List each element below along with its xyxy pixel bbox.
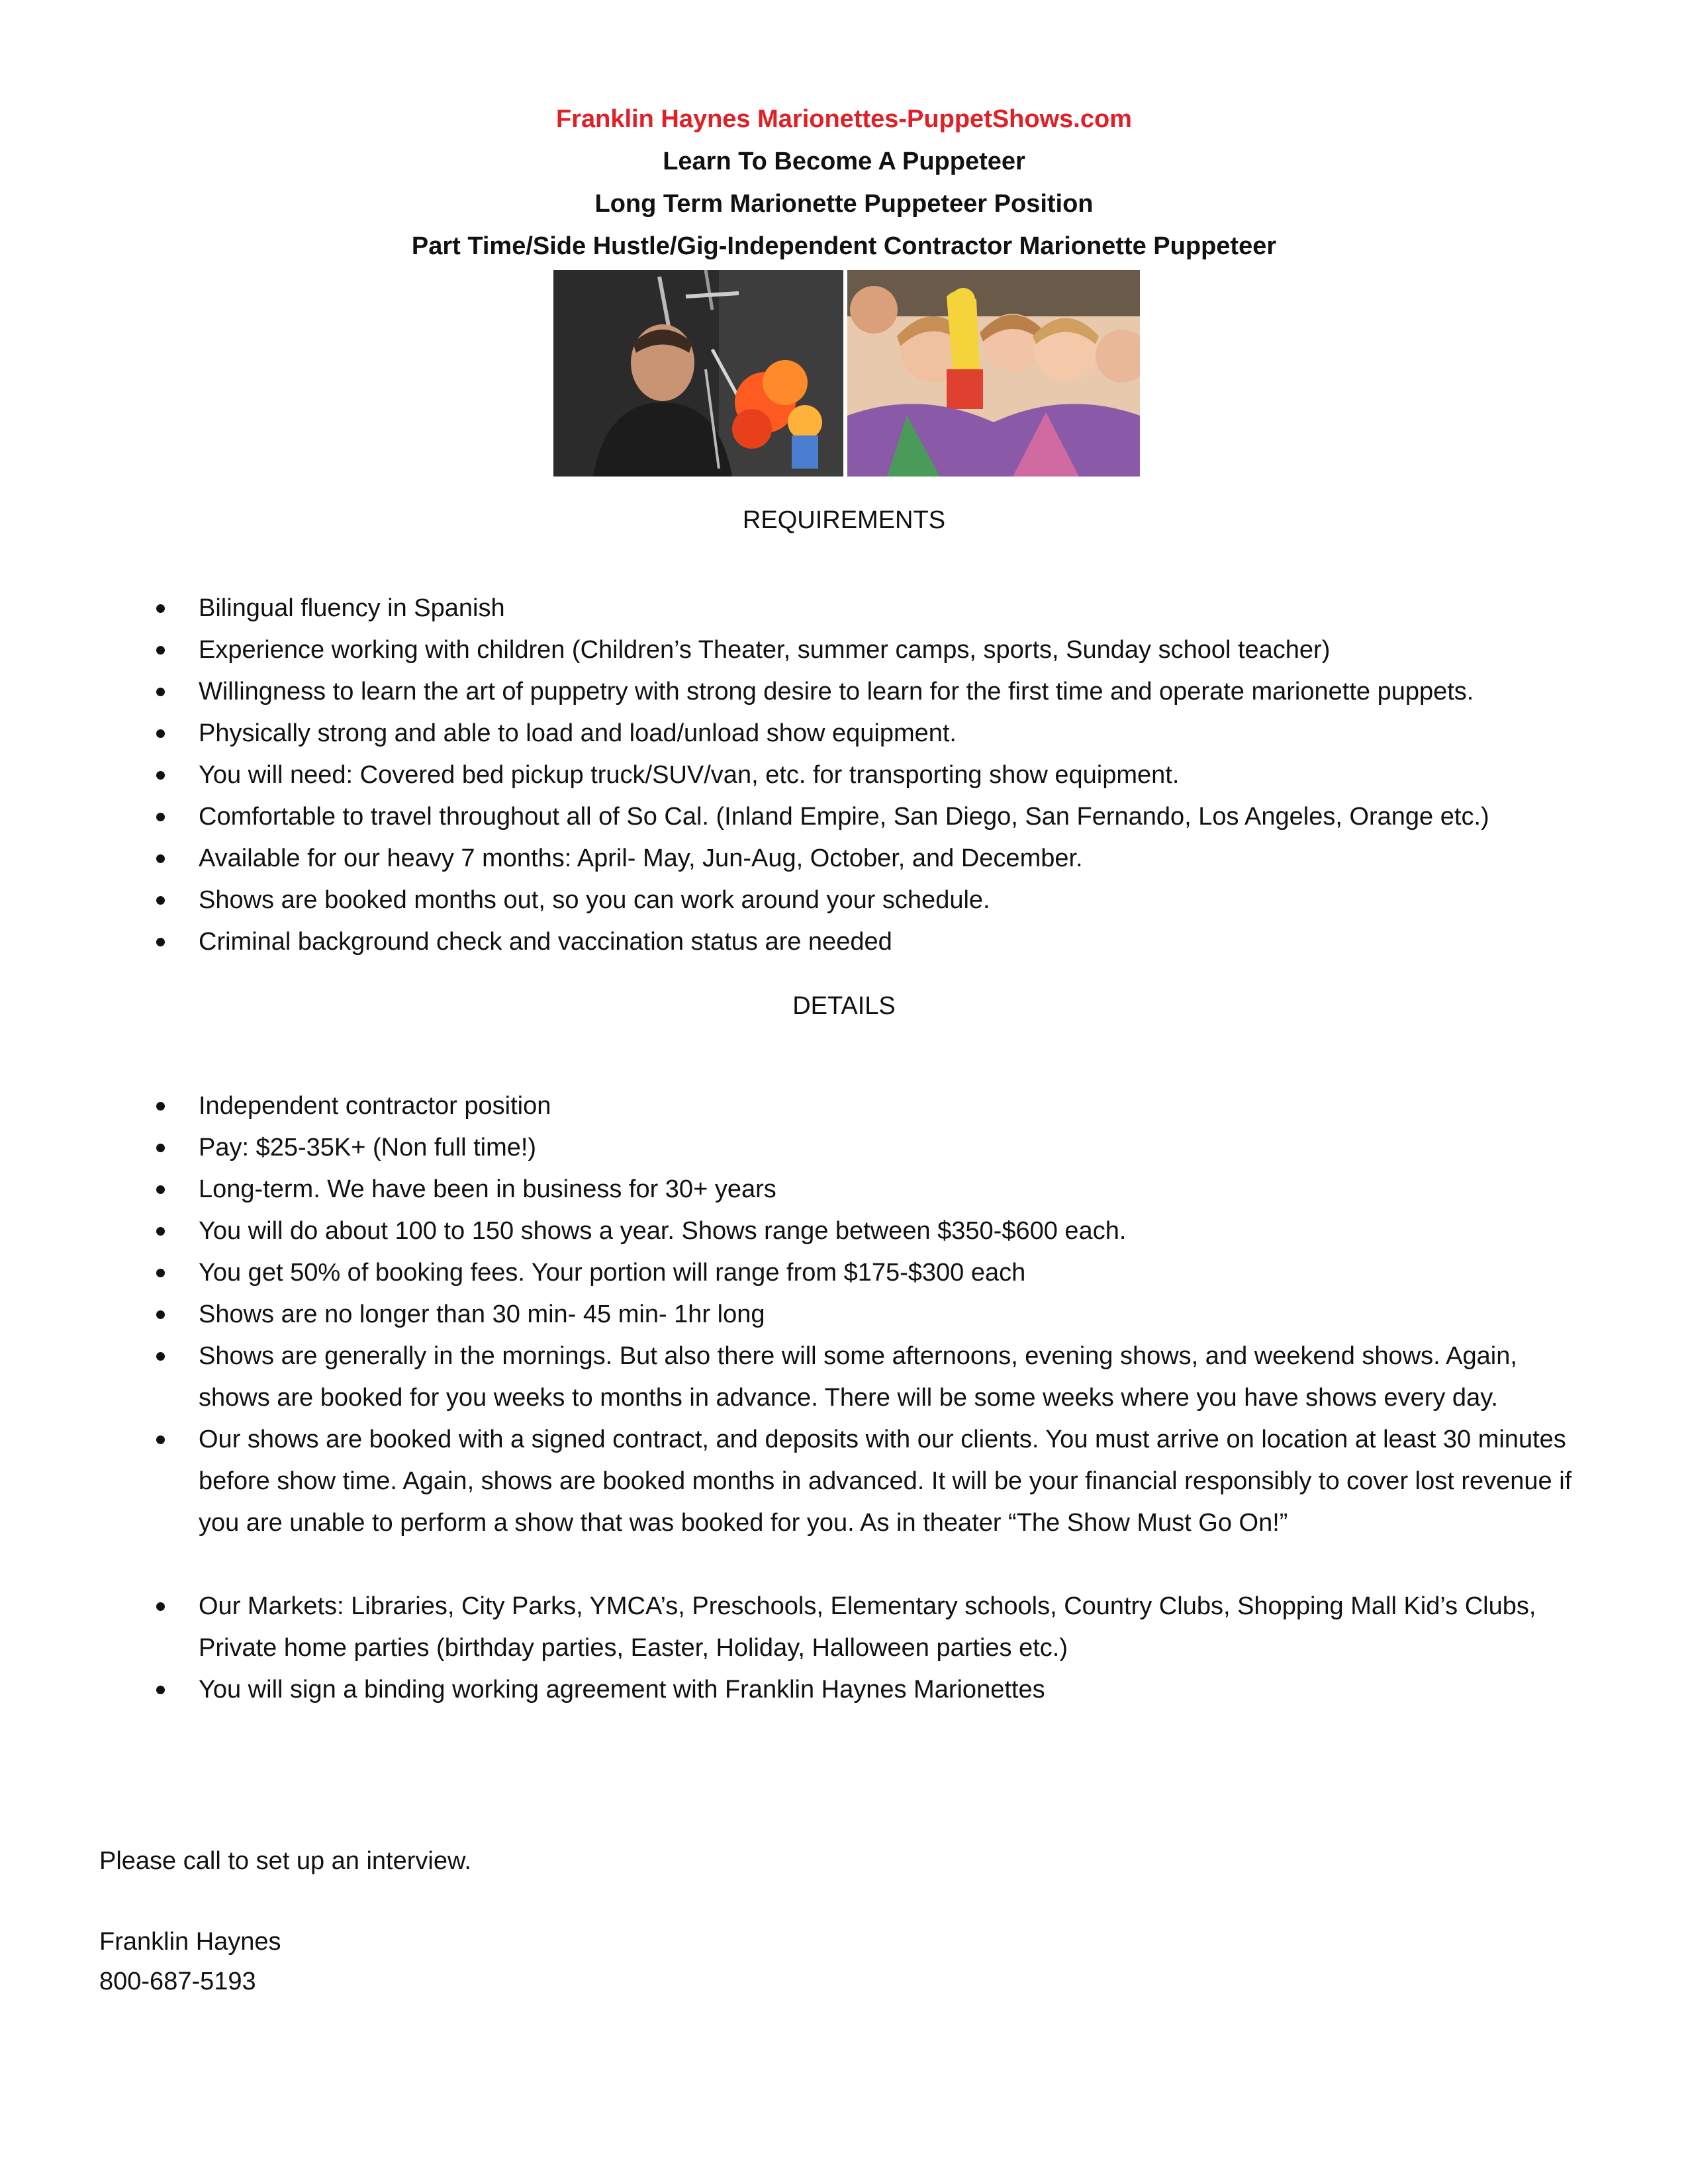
puppeteer-photo [553,270,843,477]
list-item: Our shows are booked with a signed contract, and deposits with our clients. You must arrive on location at least 30 minutes before show time. Again, shows are booked months in advanced. It will be your financial responsibly to cover lost revenue if you are unable to perform a show that was booked for you. As in theater “The Show Must Go On!” [0,1419,1688,1544]
contact-name: Franklin Haynes [99,1928,281,1956]
headline-contract-type: Part Time/Side Hustle/Gig-Independent Contractor Marionette Puppeteer [411,232,1277,260]
requirements-heading: REQUIREMENTS [742,506,946,534]
list-item: Comfortable to travel throughout all of So Cal. (Inland Empire, San Diego, San Fernando, Los Angeles, Orange etc.) [0,796,1688,838]
bullet-icon [156,813,165,821]
details-list [0,1085,1688,1711]
bullet-icon [156,896,165,905]
bullet-icon [156,938,165,946]
document-header [0,98,1688,267]
list-item: You will need: Covered bed pickup truck/SUV/van, etc. for transporting show equipment. [0,754,1688,796]
audience-photo [847,270,1140,477]
bullet-icon [156,1352,165,1361]
bullet-icon [156,1435,165,1444]
requirements-list [0,588,1688,963]
list-item: Physically strong and able to load and load/unload show equipment. [0,713,1688,754]
bullet-icon [156,1310,165,1319]
list-item: Criminal background check and vaccination status are needed [0,921,1688,963]
list-item: Shows are no longer than 30 min- 45 min- 1hr long [0,1294,1688,1336]
bullet-icon [156,1269,165,1277]
bullet-icon [156,1185,165,1194]
bullet-icon [156,604,165,613]
headline-position: Long Term Marionette Puppeteer Position [594,190,1094,218]
headline-learn: Learn To Become A Puppeteer [663,148,1025,175]
list-item: Independent contractor position [0,1085,1688,1127]
bullet-icon [156,1102,165,1111]
call-to-action: Please call to set up an interview. [99,1847,471,1875]
header-photos [553,270,1140,477]
list-item: Pay: $25-35K+ (Non full time!) [0,1127,1688,1169]
list-item: Long-term. We have been in business for 30+ years [0,1169,1688,1210]
details-heading: DETAILS [792,992,896,1020]
list-item: Willingness to learn the art of puppetry with strong desire to learn for the first time and operate marionette puppets. [0,671,1688,713]
list-item: Available for our heavy 7 months: April- May, Jun-Aug, October, and December. [0,838,1688,880]
list-item: Bilingual fluency in Spanish [0,588,1688,629]
bullet-icon [156,771,165,780]
bullet-icon [156,854,165,863]
list-item: Experience working with children (Children’s Theater, summer camps, sports, Sunday school teacher) [0,629,1688,671]
bullet-icon [156,1686,165,1694]
bullet-icon [156,646,165,655]
puppeteer-illustration [553,270,843,477]
contact-phone: 800-687-5193 [99,1968,256,1995]
bullet-icon [156,729,165,738]
bullet-icon [156,1227,165,1236]
site-title: Franklin Haynes Marionettes-PuppetShows.com [556,105,1132,133]
list-item: Shows are booked months out, so you can work around your schedule. [0,880,1688,921]
bullet-icon [156,1144,165,1152]
bullet-icon [156,688,165,696]
list-item: You will sign a binding working agreement with Franklin Haynes Marionettes [0,1669,1688,1711]
list-item: You will do about 100 to 150 shows a year. Shows range between $350-$600 each. [0,1210,1688,1252]
list-item: You get 50% of booking fees. Your portion will range from $175-$300 each [0,1252,1688,1294]
bullet-icon [156,1602,165,1611]
audience-illustration [847,270,1140,477]
list-item: Our Markets: Libraries, City Parks, YMCA’s, Preschools, Elementary schools, Country Clubs, Shopping Mall Kid’s Clubs, Private home parties (birthday parties, Easter, Holiday, Halloween parties etc.) [0,1586,1688,1669]
list-item: Shows are generally in the mornings. But also there will some afternoons, evening shows, and weekend shows. Again, shows are booked for you weeks to months in advance. There will be some weeks where you have shows every day. [0,1336,1688,1419]
